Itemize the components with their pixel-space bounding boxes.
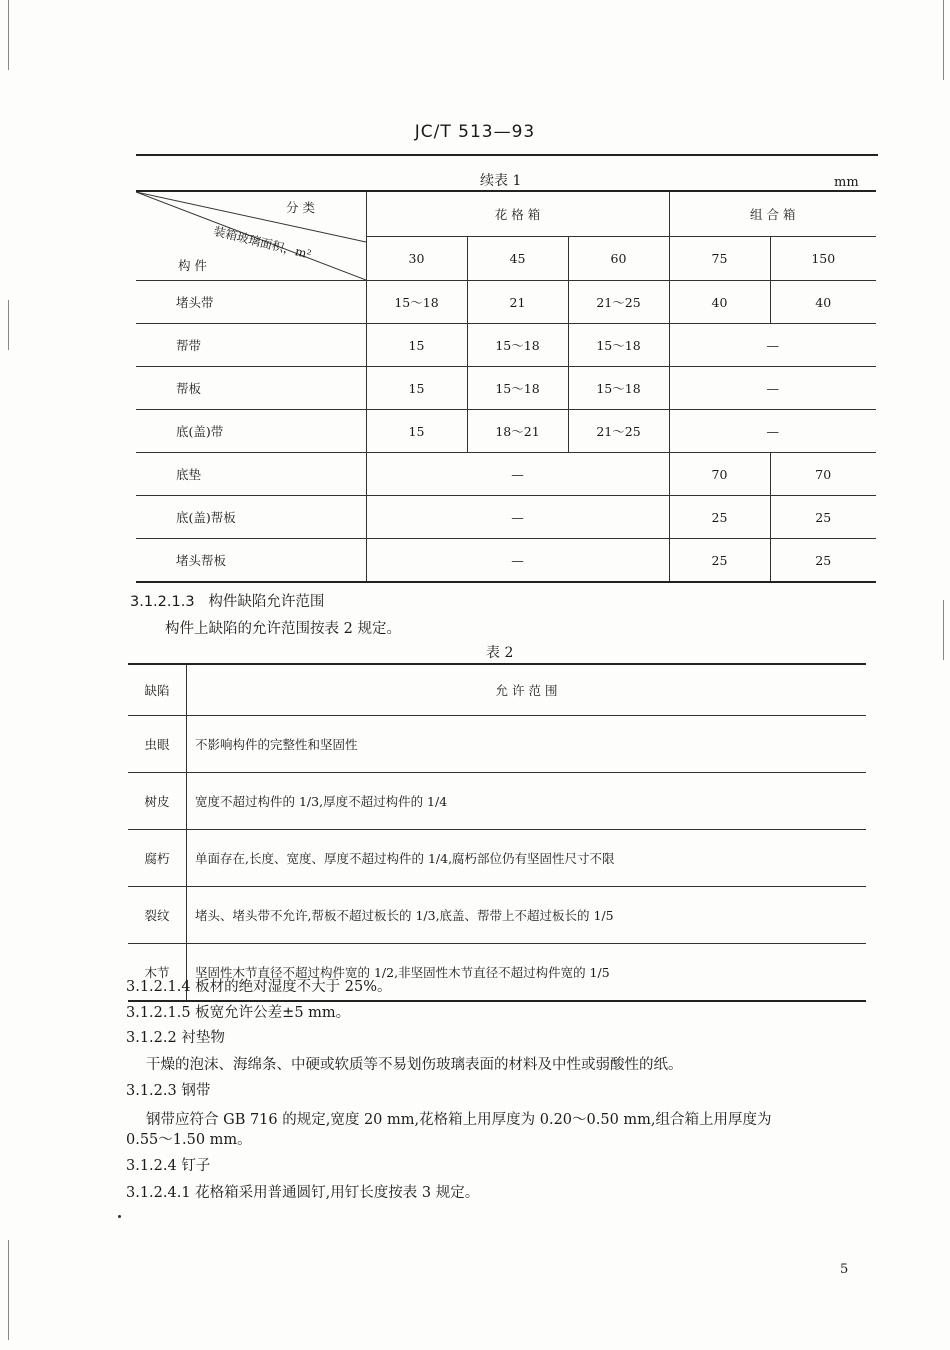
scan-edge-mark xyxy=(8,300,9,350)
scan-edge-mark xyxy=(943,600,944,660)
table-row: 裂纹 堵头、堵头带不允许,帮板不超过板长的 1/3,底盖、帮带上不超过板长的 1/5 xyxy=(128,887,866,944)
table1-unit: mm xyxy=(834,175,859,190)
group-combo-header: 组 合 箱 xyxy=(669,191,876,236)
area-75: 75 xyxy=(669,236,770,281)
table-row: 堵头帮板 — 25 25 xyxy=(136,539,876,583)
para-steel-body-1: 钢带应符合 GB 716 的规定,宽度 20 mm,花格箱上用厚度为 0.20～0.50 mm,组合箱上用厚度为 xyxy=(146,1112,772,1128)
table-row: 帮板 15 15～18 15～18 — xyxy=(136,367,876,410)
section-body: 构件上缺陷的允许范围按表 2 规定。 xyxy=(165,621,401,637)
table1-caption: 续表 1 xyxy=(480,173,522,189)
para-3-1-2-1-5: 3.1.2.1.5 板宽允许公差±5 mm。 xyxy=(126,1005,351,1021)
para-steel-body-2: 0.55～1.50 mm。 xyxy=(126,1132,252,1148)
doc-header-code: JC/T 513—93 xyxy=(414,122,536,142)
table-row: 堵头带 15～18 21 21～25 40 40 xyxy=(136,281,876,324)
para-3-1-2-3: 3.1.2.3 钢带 xyxy=(126,1083,211,1099)
header-rule xyxy=(136,154,878,156)
para-padding-body: 干燥的泡沫、海绵条、中硬或软质等不易划伤玻璃表面的材料及中性或弱酸性的纸。 xyxy=(146,1057,683,1073)
table2-caption: 表 2 xyxy=(486,645,514,661)
table2 xyxy=(128,663,866,1002)
area-30: 30 xyxy=(366,236,467,281)
para-3-1-2-1-4: 3.1.2.1.4 板材的绝对湿度不大于 25%。 xyxy=(126,979,392,995)
area-60: 60 xyxy=(568,236,669,281)
table-row: 底(盖)带 15 18～21 21～25 — xyxy=(136,410,876,453)
para-3-1-2-4-1: 3.1.2.4.1 花格箱采用普通圆钉,用钉长度按表 3 规定。 xyxy=(126,1185,480,1201)
corner-mid-label: 装箱玻璃面积，m² xyxy=(212,223,313,262)
page-number: 5 xyxy=(840,1262,849,1277)
scan-edge-mark xyxy=(943,0,944,80)
corner-bottom-label: 构 件 xyxy=(178,258,207,273)
scan-dot xyxy=(118,1215,121,1218)
corner-top-label: 分 类 xyxy=(286,200,315,215)
para-3-1-2-2: 3.1.2.2 衬垫物 xyxy=(126,1030,225,1046)
scan-edge-mark xyxy=(8,1240,9,1340)
table-row: 帮带 15 15～18 15～18 — xyxy=(136,324,876,367)
area-150: 150 xyxy=(770,236,876,281)
scan-edge-mark xyxy=(8,0,9,70)
table-row: 底垫 — 70 70 xyxy=(136,453,876,496)
area-45: 45 xyxy=(467,236,568,281)
table-row: 底(盖)帮板 — 25 25 xyxy=(136,496,876,539)
section-heading: 3.1.2.1.3 构件缺陷允许范围 xyxy=(130,594,325,610)
table-row: 腐朽 单面存在,长度、宽度、厚度不超过构件的 1/4,腐朽部位仍有坚固性尺寸不限 xyxy=(128,830,866,887)
group-flowerbox-header: 花 格 箱 xyxy=(366,191,669,236)
para-3-1-2-4: 3.1.2.4 钉子 xyxy=(126,1158,211,1174)
table1 xyxy=(136,190,876,583)
header-defect: 缺陷 xyxy=(128,664,187,716)
table-row: 虫眼 不影响构件的完整性和坚固性 xyxy=(128,716,866,773)
table-row: 树皮 宽度不超过构件的 1/3,厚度不超过构件的 1/4 xyxy=(128,773,866,830)
header-range: 允 许 范 围 xyxy=(187,664,867,716)
table-row: 木节 坚固性木节直径不超过构件宽的 1/2,非坚固性木节直径不超过构件宽的 1/5 xyxy=(128,944,866,1002)
table1-corner-cell xyxy=(136,191,366,281)
